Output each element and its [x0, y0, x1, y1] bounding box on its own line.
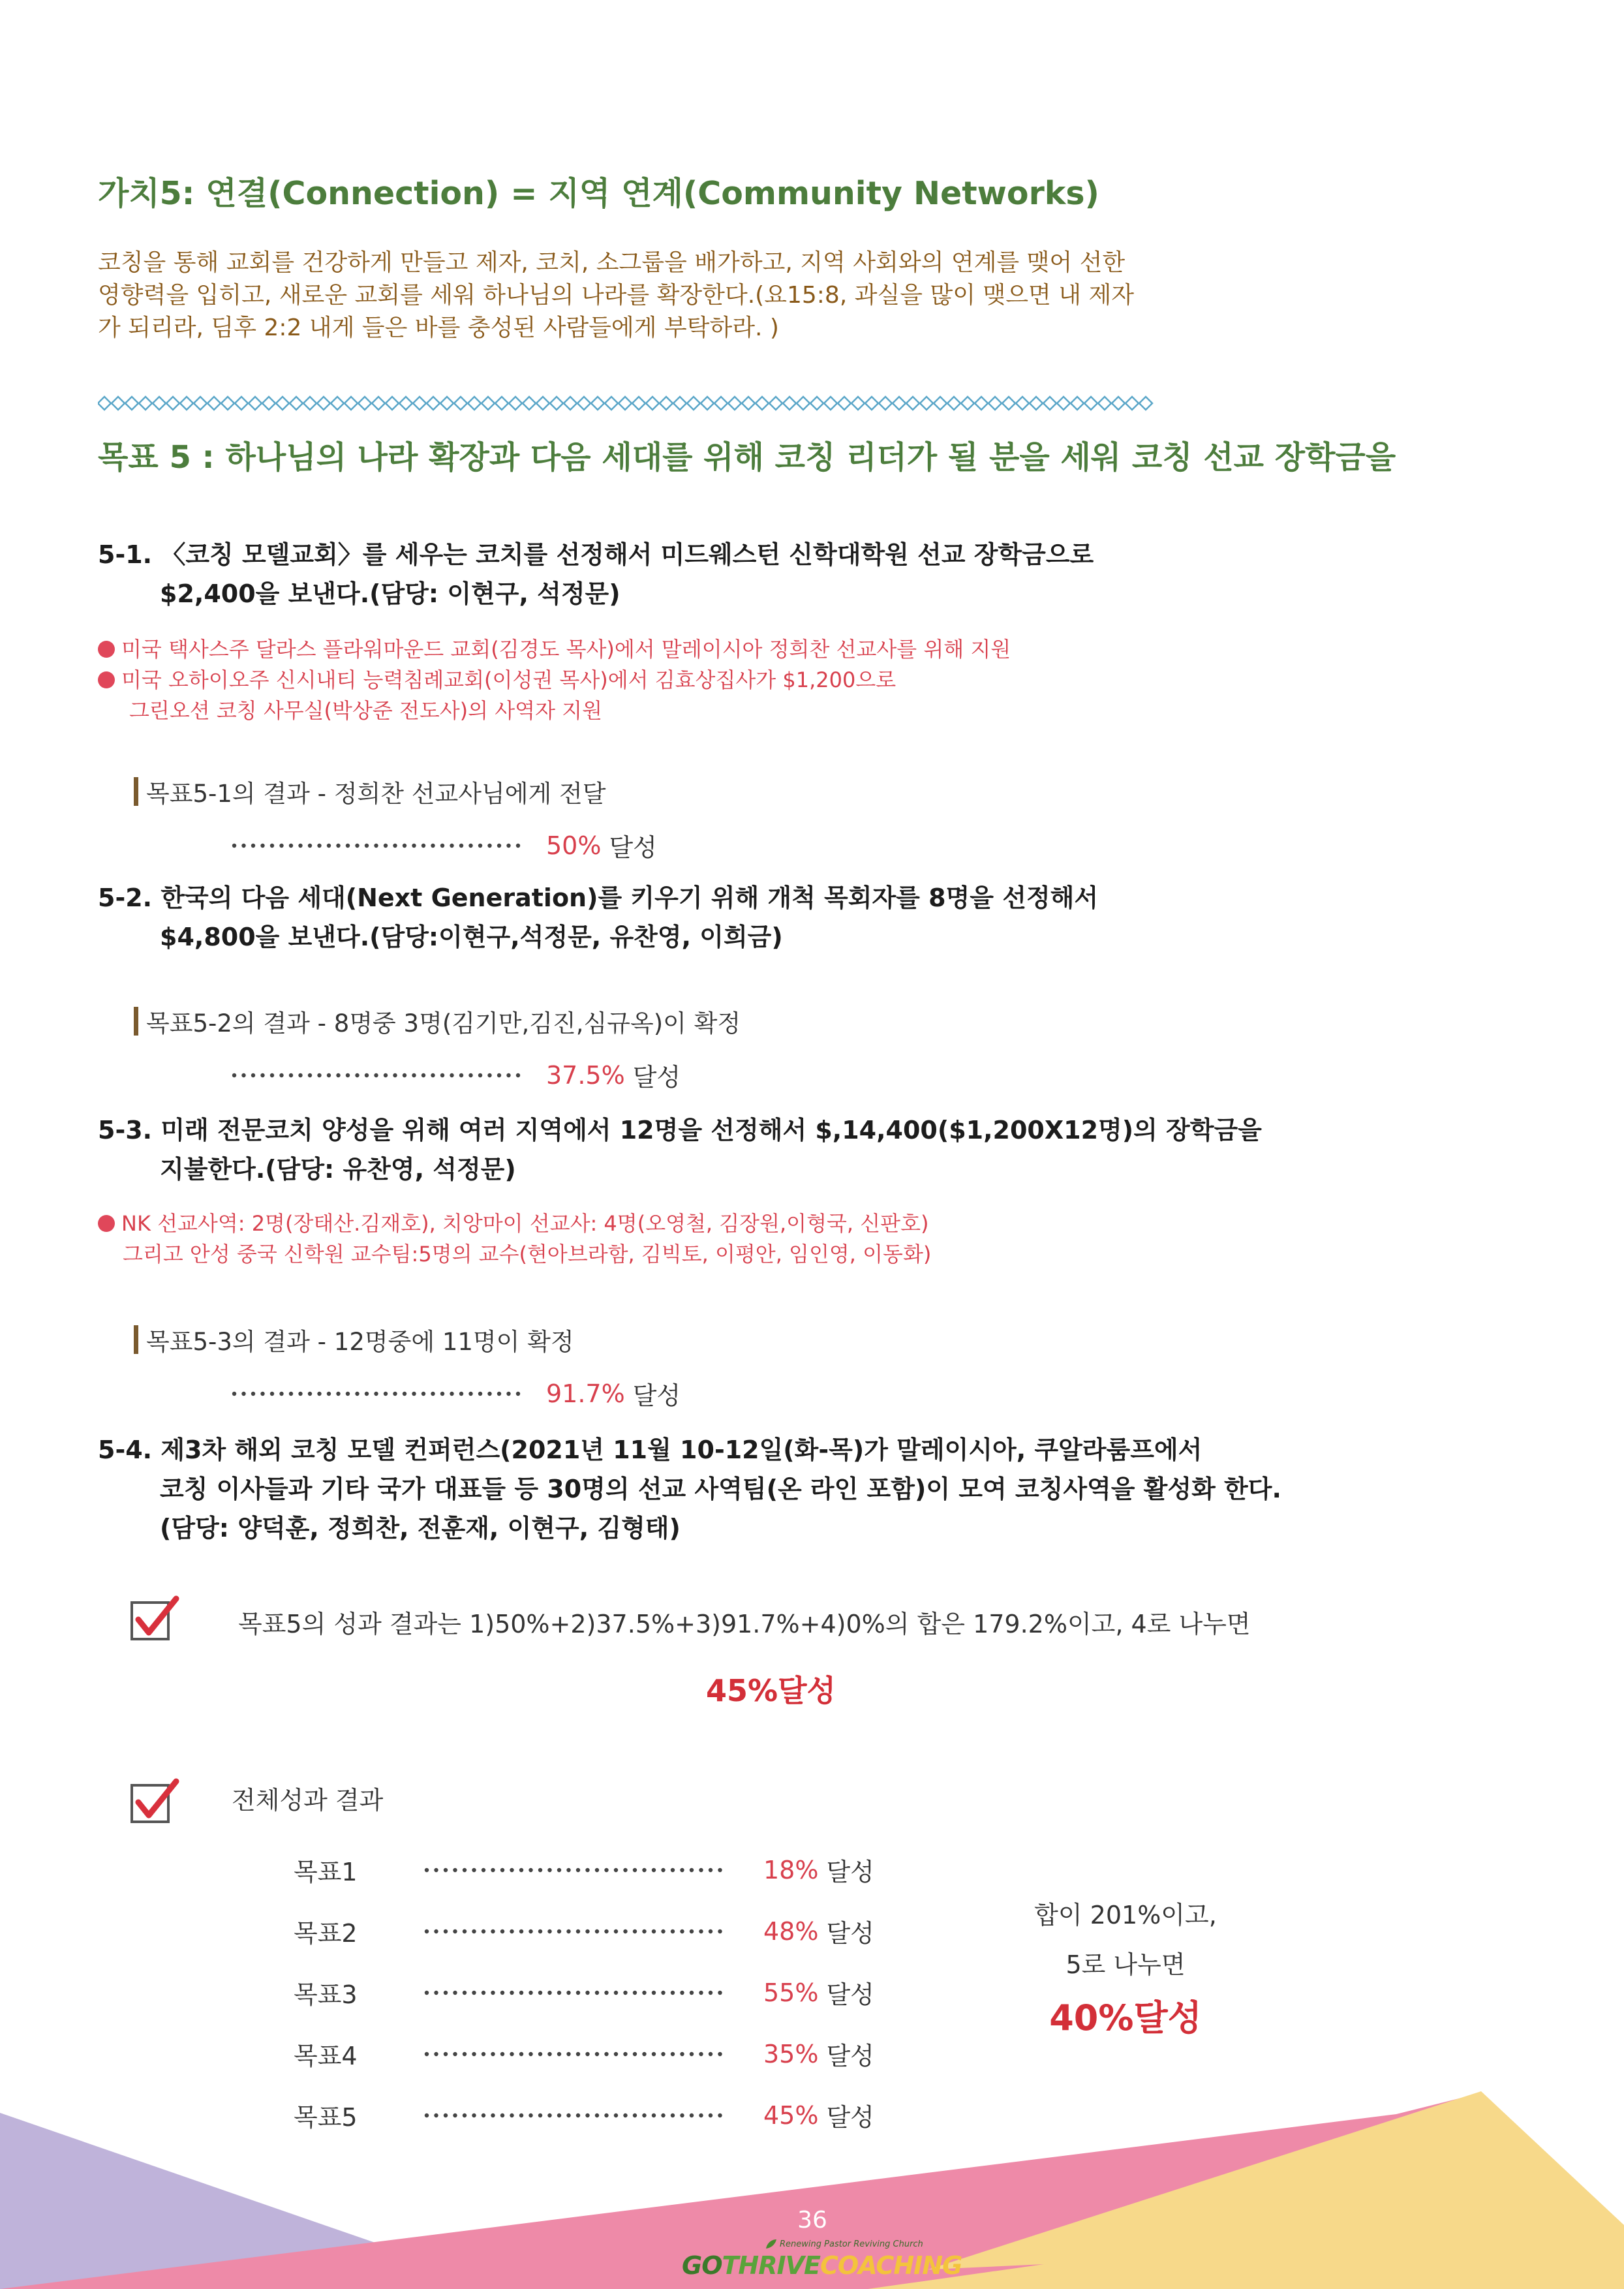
achieved-label: 달성: [826, 1980, 874, 2009]
page-number: 36: [797, 2207, 827, 2234]
item-5-4-title: [98, 1430, 1281, 1548]
item-line: 5-3. 미래 전문코치 양성을 위해 여러 지역에서 12명을 선정해서 $,14,400($1,200X12명)의 장학금을: [98, 1116, 1262, 1144]
value-title: 가치5: 연결(Connection) = 지역 연계(Community Networks): [98, 175, 1099, 212]
achieved-label: 달성: [826, 2042, 874, 2070]
leader-dots: [232, 1072, 525, 1079]
percent-value: 45%: [763, 2100, 819, 2130]
achieved-label: 달성: [826, 2103, 874, 2132]
bullet-icon: [98, 671, 115, 688]
result-bar: [134, 1325, 138, 1354]
achieved-label: 달성: [826, 1858, 874, 1886]
percent-value: 50%: [546, 831, 602, 860]
note-text: 미국 오하이오주 신시내티 능력침례교회(이성권 목사)에서 김효상집사가 $1,200으로: [121, 668, 896, 692]
value-desc-line: 가 되리라, 딤후 2:2 내게 들은 바를 충성된 사람들에게 부탁하라. ): [98, 315, 779, 341]
item-5-3-result: [134, 1322, 574, 1357]
item-5-2-percent: [232, 1057, 681, 1093]
overall-row-goal2: [294, 1913, 874, 1949]
percent-value: 35%: [763, 2039, 819, 2068]
leaf-icon: [765, 2238, 778, 2250]
brand-part: THRIVE: [722, 2251, 820, 2280]
leader-dots: [424, 1928, 724, 1935]
item-line: 5-1. 〈코칭 모델교회〉를 세우는 코치를 선정해서 미드웨스턴 신학대학원 선교 장학금으로: [98, 540, 1094, 569]
item-5-3-percent: [232, 1375, 681, 1411]
goal-title: 목표 5 : 하나님의 나라 확장과 다음 세대를 위해 코칭 리더가 될 분을 세워 코칭 선교 장학금을: [98, 439, 1396, 476]
percent-value: 37.5%: [546, 1060, 625, 1090]
result-text: 목표5-2의 결과 - 8명중 3명(김기만,김진,심규옥)이 확정: [146, 1009, 741, 1037]
item-line: 코칭 이사들과 기타 국가 대표들 등 30명의 선교 사역팀(온 라인 포함)이 모여 코칭사역을 활성화 한다.: [160, 1475, 1281, 1503]
result-bar: [134, 777, 138, 806]
overall-sum-note: 합이 201%이고,: [1034, 1901, 1217, 1929]
item-5-1-percent: [232, 827, 657, 863]
overall-row-goal1: [294, 1852, 874, 1888]
goal-name: 목표5: [294, 2103, 358, 2132]
item-line: 지불한다.(담당: 유찬영, 석정문): [160, 1155, 516, 1184]
item-5-1-result: [134, 774, 605, 809]
item-5-3-title: [98, 1111, 1262, 1189]
goal-name: 목표3: [294, 1980, 358, 2009]
note-text: 그리고 안성 중국 신학원 교수팀:5명의 교수(현아브라함, 김빅토, 이평안, 임인영, 이동화): [123, 1242, 932, 1267]
diamond-divider: [98, 390, 1161, 416]
leader-dots: [424, 2051, 724, 2057]
brand-part: COACHING: [820, 2251, 962, 2280]
result-text: 목표5-1의 결과 - 정희찬 선교사님에게 전달: [146, 780, 606, 808]
goal-name: 목표1: [294, 1858, 358, 1886]
value-description: [98, 247, 1272, 345]
result-text: 목표5-3의 결과 - 12명중에 11명이 확정: [146, 1328, 574, 1356]
note-text: NK 선교사역: 2명(장태산.김재호), 치앙마이 선교사: 4명(오영철, 김장원,이형국, 신판호): [121, 1211, 929, 1236]
item-5-3-notes: [98, 1208, 931, 1270]
percent-value: 55%: [763, 1978, 819, 2007]
note-text: 미국 택사스주 달라스 플라워마운드 교회(김경도 목사)에서 말레이시아 정희찬 선교사를 위해 지원: [121, 637, 1011, 662]
overall-row-goal4: [294, 2036, 874, 2072]
checkbox-check-icon: [128, 1776, 180, 1828]
note-text: 그린오션 코칭 사무실(박상준 전도사)의 사역자 지원: [129, 698, 602, 723]
checkbox-check-icon: [128, 1593, 180, 1646]
brand-part: GO: [682, 2251, 722, 2280]
overall-row-goal3: [294, 1974, 874, 2010]
achieved-label: 달성: [632, 1063, 681, 1092]
goal-name: 목표4: [294, 2042, 358, 2070]
item-line: (담당: 양덕훈, 정희찬, 전훈재, 이현구, 김형태): [160, 1514, 681, 1543]
item-5-1-title: [98, 535, 1094, 613]
bullet-icon: [98, 1215, 115, 1232]
leader-dots: [424, 1989, 724, 1996]
achieved-label: 달성: [826, 1919, 874, 1948]
leader-dots: [424, 1867, 724, 1873]
value-desc-line: 영향력을 입히고, 새로운 교회를 세워 하나님의 나라를 확장한다.(요15:8, 과실을 많이 맺으면 내 제자: [98, 282, 1135, 309]
item-5-2-result: [134, 1004, 741, 1039]
achieved-label: 달성: [632, 1381, 681, 1410]
overall-result-label: 전체성과 결과: [232, 1786, 384, 1815]
bullet-icon: [98, 641, 115, 658]
item-line: 5-4. 제3차 해외 코칭 모델 컨퍼런스(2021년 11월 10-12일(화-목)가 말레이시아, 쿠알라룸프에서: [98, 1436, 1203, 1464]
leader-dots: [232, 842, 525, 849]
item-5-1-notes: [98, 634, 1011, 726]
brand-logo: [682, 2251, 962, 2280]
goal-name: 목표2: [294, 1919, 358, 1948]
goal5-summary-text: 목표5의 성과 결과는 1)50%+2)37.5%+3)91.7%+4)0%의 합은 179.2%이고, 4로 나누면: [238, 1610, 1251, 1638]
item-line: $2,400을 보낸다.(담당: 이현구, 석정문): [160, 579, 620, 608]
achieved-label: 달성: [609, 833, 657, 862]
value-desc-line: 코칭을 통해 교회를 건강하게 만들고 제자, 코치, 소그룹을 배가하고, 지역 사회와의 연계를 맺어 선한: [98, 249, 1126, 276]
goal5-summary-percent: 45%달성: [706, 1673, 836, 1708]
percent-value: 91.7%: [546, 1379, 625, 1408]
overall-divide-note: 5로 나누면: [1065, 1950, 1186, 1979]
item-line: $4,800을 보낸다.(담당:이현구,석정문, 유찬영, 이희금): [160, 923, 783, 951]
overall-total-percent: 40%달성: [1049, 1997, 1202, 2038]
percent-value: 18%: [763, 1855, 819, 1884]
result-bar: [134, 1007, 138, 1036]
leader-dots: [232, 1390, 525, 1397]
percent-value: 48%: [763, 1916, 819, 1946]
brand-tagline: Renewing Pastor Reviving Church: [780, 2239, 923, 2249]
item-5-2-title: [98, 878, 1098, 957]
item-line: 5-2. 한국의 다음 세대(Next Generation)를 키우기 위해 개척 목회자를 8명을 선정해서: [98, 883, 1099, 912]
